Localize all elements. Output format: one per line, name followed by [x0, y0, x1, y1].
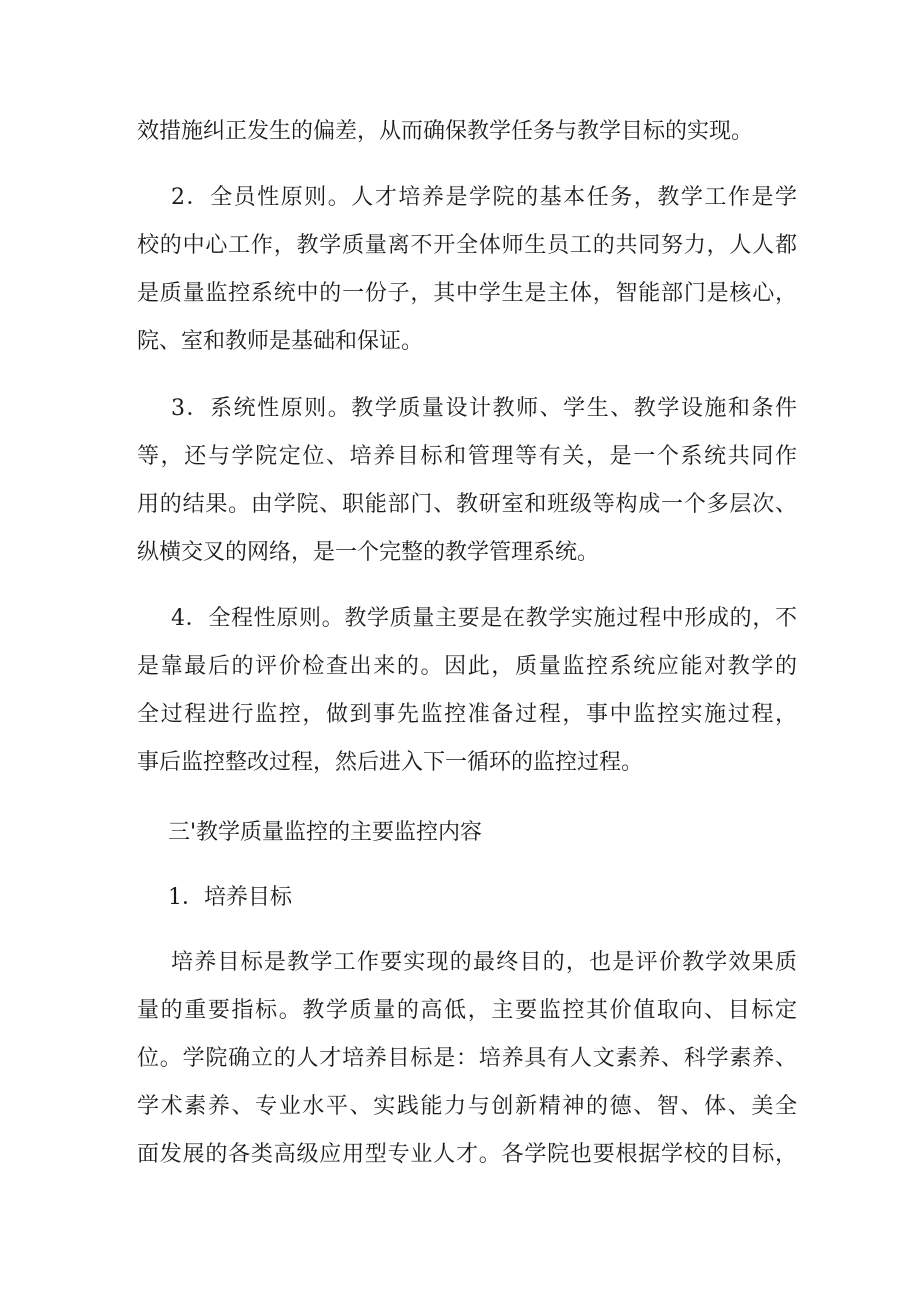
text-line: 校的中心工作，教学质量离不开全体师生员工的共同努力，人人都: [137, 233, 797, 258]
text-line: 院、室和教师是基础和保证。: [137, 329, 424, 354]
text-line: 效措施纠正发生的偏差，从而确保教学任务与教学目标的实现。: [137, 119, 754, 144]
text-line: 面发展的各类高级应用型专业人才。各学院也要根据学校的目标，: [137, 1142, 797, 1167]
text-line: 位。学院确立的人才培养目标是：培养具有人文素养、科学素养、: [137, 1046, 797, 1071]
text-line: 4．全程性原则。教学质量主要是在教学实施过程中形成的，不: [171, 606, 797, 631]
text-line: 是质量监控系统中的一份子，其中学生是主体，智能部门是核心，: [137, 281, 797, 306]
text-line: 2．全员性原则。人才培养是学院的基本任务，教学工作是学: [171, 185, 797, 210]
text-line: 学术素养、专业水平、实践能力与创新精神的德、智、体、美全: [137, 1094, 797, 1119]
text-line: 是靠最后的评价检查出来的。因此，质量监控系统应能对教学的: [137, 654, 797, 679]
text-line: 全过程进行监控，做到事先监控准备过程，事中监控实施过程，: [137, 702, 797, 727]
section-heading: 三'教学质量监控的主要监控内容: [168, 820, 483, 845]
text-line: 纵横交叉的网络，是一个完整的教学管理系统。: [137, 540, 600, 565]
subsection-heading: 1．培养目标: [168, 885, 292, 910]
text-line: 等，还与学院定位、培养目标和管理等有关，是一个系统共同作: [137, 444, 797, 469]
text-line: 用的结果。由学院、职能部门、教研室和班级等构成一个多层次、: [137, 492, 797, 517]
text-line: 3．系统性原则。教学质量设计教师、学生、教学设施和条件: [171, 396, 797, 421]
text-line: 量的重要指标。教学质量的高低，主要监控其价值取向、目标定: [137, 998, 797, 1023]
text-line: 事后监控整改过程，然后进入下一循环的监控过程。: [137, 750, 644, 775]
text-line: 培养目标是教学工作要实现的最终目的，也是评价教学效果质: [171, 950, 797, 975]
